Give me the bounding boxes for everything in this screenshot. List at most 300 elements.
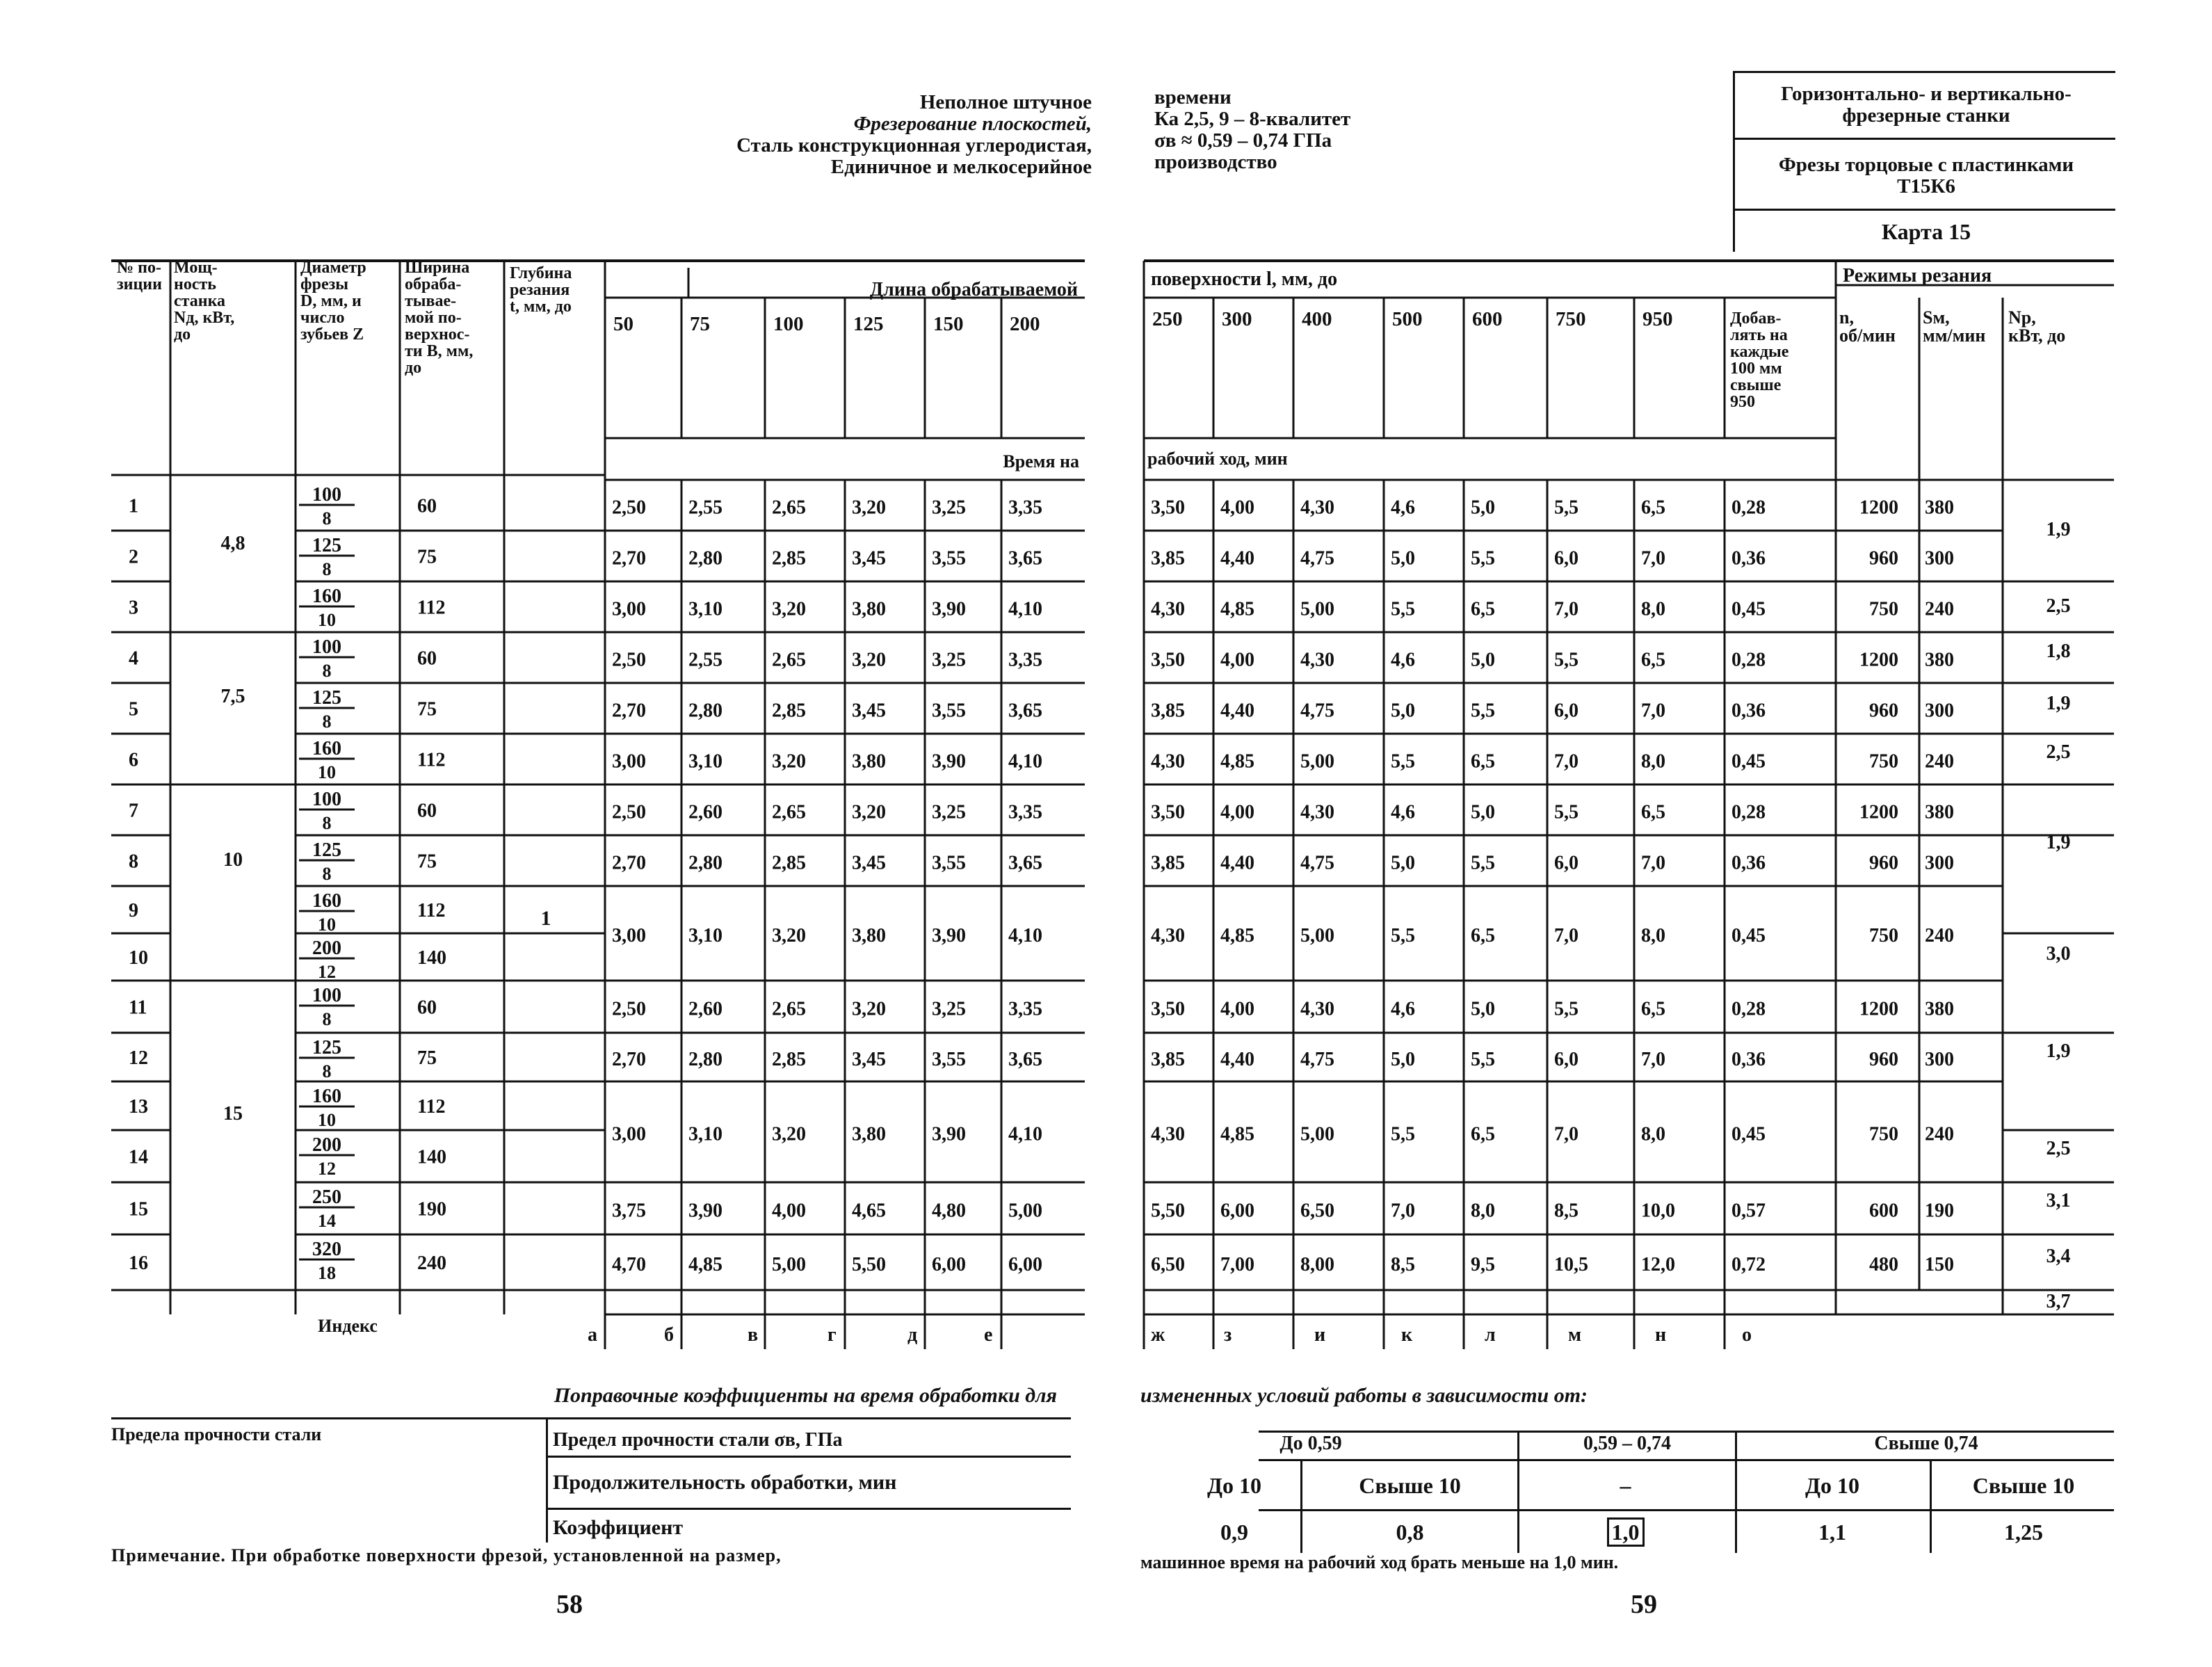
feed-value: 380 — [1925, 497, 1954, 519]
time-value: 4,40 — [1220, 547, 1254, 570]
add-value: 0,45 — [1731, 925, 1766, 947]
time-value: 3,85 — [1151, 547, 1185, 570]
time-value: 6,00 — [1220, 1200, 1254, 1222]
time-value: 3,45 — [852, 852, 886, 874]
cutter-teeth: 8 — [322, 661, 332, 681]
header-diam: зубьев Z — [300, 325, 364, 344]
time-value: 3,55 — [932, 852, 966, 874]
time-value: 3,65 — [1008, 1049, 1042, 1070]
header-diam: Диаметр — [300, 259, 366, 277]
header-add: Добав- — [1730, 309, 1782, 328]
coef-value: 1,1 — [1818, 1520, 1846, 1545]
duration-value: Свыше 10 — [1972, 1473, 2075, 1498]
time-value: 6,50 — [1300, 1200, 1334, 1222]
time-value: 2,55 — [688, 649, 722, 671]
time-value: 7,0 — [1554, 1123, 1579, 1145]
time-value: 4,30 — [1151, 750, 1185, 773]
time-value: 5,5 — [1554, 801, 1579, 823]
power-value: 3,1 — [2046, 1190, 2071, 1211]
duration-value: Свыше 10 — [1359, 1473, 1461, 1498]
time-value: 3,20 — [772, 1123, 806, 1145]
time-value: 5,50 — [1151, 1200, 1185, 1222]
time-value: 3,35 — [1008, 801, 1042, 823]
time-value: 6,5 — [1471, 598, 1495, 620]
header-n: об/мин — [1839, 325, 1896, 346]
time-value: 5,5 — [1471, 1049, 1495, 1070]
time-value: 9,5 — [1471, 1254, 1495, 1275]
box-line: фрезерные станки — [1842, 104, 2010, 127]
row-position: 9 — [129, 900, 138, 921]
cutter-diameter: 125 — [312, 535, 341, 556]
time-value: 3,90 — [688, 1200, 722, 1222]
power-value: 1,9 — [2046, 832, 2071, 853]
feed-value: 190 — [1925, 1200, 1954, 1222]
header-depth: резания — [510, 281, 570, 299]
time-value: 3,65 — [1008, 852, 1042, 874]
time-value: 5,0 — [1471, 801, 1495, 823]
time-value: 4,30 — [1300, 801, 1334, 823]
time-value: 4,85 — [1220, 925, 1254, 947]
time-value: 2,50 — [612, 497, 646, 519]
feed-value: 380 — [1925, 998, 1954, 1020]
time-value: 3,00 — [612, 1123, 646, 1145]
time-value: 8,5 — [1391, 1254, 1415, 1275]
header-modes: Режимы резания — [1843, 265, 1992, 287]
header-pos: № по- — [117, 259, 161, 277]
add-value: 0,72 — [1731, 1254, 1766, 1275]
duration-value: – — [1620, 1473, 1631, 1498]
time-value: 6,0 — [1554, 700, 1579, 722]
speed-value: 1200 — [1859, 801, 1898, 823]
time-value: 4,30 — [1151, 925, 1185, 947]
time-value: 6,5 — [1471, 750, 1495, 773]
feed-value: 300 — [1925, 547, 1954, 570]
row-position: 3 — [129, 597, 138, 619]
time-value: 4,40 — [1220, 852, 1254, 874]
header-power: до — [174, 325, 191, 344]
time-value: 2,50 — [612, 649, 646, 671]
header-depth: t, мм, до — [510, 298, 572, 316]
time-value: 4,10 — [1008, 750, 1042, 773]
length-value: 500 — [1392, 308, 1423, 330]
surface-width: 140 — [417, 1146, 446, 1168]
add-value: 0,36 — [1731, 852, 1766, 874]
header-power: Nд, кВт, — [174, 309, 235, 327]
time-value: 2,85 — [772, 1049, 806, 1070]
time-value: 3,85 — [1151, 1049, 1185, 1070]
coef-value — [1519, 1520, 1731, 1545]
time-value: 5,5 — [1391, 598, 1415, 620]
power-value: 2,5 — [2046, 595, 2071, 617]
time-value: 3,65 — [1008, 700, 1042, 722]
header-power: ность — [174, 275, 216, 293]
speed-value: 960 — [1869, 700, 1898, 722]
index-label: Индекс — [318, 1316, 378, 1336]
time-value: 4,30 — [1300, 998, 1334, 1020]
time-value: 3,10 — [688, 750, 722, 773]
cutter-diameter: 125 — [312, 1037, 341, 1058]
index-letter: ж — [1151, 1324, 1165, 1346]
time-value: 4,85 — [1220, 750, 1254, 773]
add-value: 0,36 — [1731, 1049, 1766, 1070]
time-value: 2,70 — [612, 1049, 646, 1070]
index-letter: в — [748, 1324, 759, 1346]
time-value: 6,00 — [1008, 1254, 1042, 1275]
length-value: 750 — [1556, 308, 1586, 330]
cutter-teeth: 10 — [318, 1110, 336, 1130]
time-value: 8,00 — [1300, 1254, 1334, 1275]
time-value: 2,80 — [688, 852, 722, 874]
time-value: 2,70 — [612, 547, 646, 570]
row-position: 1 — [129, 495, 138, 517]
time-value: 3,45 — [852, 547, 886, 570]
time-value: 8,0 — [1641, 1123, 1665, 1145]
time-value: 3,55 — [932, 547, 966, 570]
row-position: 13 — [129, 1096, 148, 1118]
time-value: 4,30 — [1151, 1123, 1185, 1145]
time-value: 3,00 — [612, 598, 646, 620]
param-strength: Предел прочности стали σв, ГПа — [553, 1429, 843, 1451]
time-value: 5,00 — [772, 1254, 806, 1275]
time-value: 5,0 — [1471, 497, 1495, 519]
cutter-teeth: 10 — [318, 915, 336, 935]
right-header-line: времени — [1154, 86, 1232, 108]
time-value: 2,55 — [688, 497, 722, 519]
time-value: 2,50 — [612, 801, 646, 823]
speed-value: 600 — [1869, 1200, 1898, 1222]
time-value: 5,5 — [1471, 852, 1495, 874]
time-value: 6,0 — [1554, 852, 1579, 874]
header-width: тывае- — [405, 292, 457, 310]
speed-value: 960 — [1869, 1049, 1898, 1070]
time-value: 5,00 — [1300, 1123, 1334, 1145]
time-value: 3,25 — [932, 998, 966, 1020]
header-add: каждые — [1730, 343, 1789, 361]
index-letter: а — [588, 1324, 597, 1346]
time-value: 4,65 — [852, 1200, 886, 1222]
machine-power: 7,5 — [220, 686, 245, 707]
right-header-line: σв ≈ 0,59 – 0,74 ГПа — [1154, 129, 1332, 152]
time-value: 8,0 — [1641, 750, 1665, 773]
header-n: n, — [1839, 307, 1854, 328]
row-position: 14 — [129, 1146, 148, 1168]
time-value: 3,55 — [932, 700, 966, 722]
time-value: 5,5 — [1391, 750, 1415, 773]
row-position: 15 — [129, 1198, 148, 1221]
time-value: 4,00 — [1220, 497, 1254, 519]
header-time: Время на — [1003, 451, 1079, 472]
cutter-teeth: 12 — [318, 1159, 336, 1179]
correction-title-right: измененных условий работы в зависимости от: — [1140, 1384, 1588, 1407]
time-value: 7,00 — [1220, 1254, 1254, 1275]
time-value: 3,20 — [852, 649, 886, 671]
header-width: мой по- — [405, 309, 462, 327]
cutter-diameter: 125 — [312, 687, 341, 709]
cutter-diameter: 200 — [312, 1134, 341, 1156]
length-value: 400 — [1302, 308, 1332, 330]
right-header-line: производство — [1154, 151, 1277, 173]
card-number: Карта 15 — [1881, 219, 1971, 244]
time-value: 5,0 — [1391, 852, 1415, 874]
time-value: 2,60 — [688, 998, 722, 1020]
cutter-teeth: 8 — [322, 1009, 332, 1029]
time-value: 4,75 — [1300, 852, 1334, 874]
time-value: 3,90 — [932, 925, 966, 947]
add-value: 0,28 — [1731, 497, 1766, 519]
add-value: 0,28 — [1731, 649, 1766, 671]
time-value: 5,0 — [1471, 649, 1495, 671]
machine-power: 15 — [223, 1103, 243, 1125]
time-value: 4,00 — [1220, 649, 1254, 671]
time-value: 7,0 — [1641, 547, 1665, 570]
time-value: 3,45 — [852, 1049, 886, 1070]
left-header-line: Единичное и мелкосерийное — [830, 156, 1092, 178]
time-value: 2,65 — [772, 998, 806, 1020]
time-value: 3,90 — [932, 750, 966, 773]
index-letter: б — [664, 1324, 674, 1346]
time-value: 4,6 — [1391, 801, 1415, 823]
duration-value: До 10 — [1805, 1473, 1859, 1498]
power-value: 3,7 — [2046, 1291, 2071, 1312]
time-value: 2,80 — [688, 1049, 722, 1070]
correction-row-label: Предела прочности стали — [111, 1424, 322, 1444]
time-value: 4,75 — [1300, 547, 1334, 570]
time-value: 5,5 — [1471, 700, 1495, 722]
time-value: 4,85 — [1220, 598, 1254, 620]
time-value: 4,40 — [1220, 1049, 1254, 1070]
feed-value: 240 — [1925, 1123, 1954, 1145]
header-width: верхнос- — [405, 325, 470, 344]
header-pos: зиции — [117, 275, 162, 293]
time-value: 4,10 — [1008, 1123, 1042, 1145]
header-add: свыше — [1730, 376, 1782, 394]
time-value: 3,20 — [852, 998, 886, 1020]
note-left: Примечание. При обработке поверхности фрезой, установленной на размер, — [111, 1545, 782, 1565]
row-position: 4 — [129, 647, 138, 670]
surface-width: 240 — [417, 1253, 446, 1274]
cutter-diameter: 160 — [312, 738, 341, 759]
duration-value: До 10 — [1206, 1473, 1261, 1498]
time-value: 5,0 — [1391, 547, 1415, 570]
time-value: 4,6 — [1391, 998, 1415, 1020]
add-value: 0,45 — [1731, 1123, 1766, 1145]
time-value: 4,30 — [1151, 598, 1185, 620]
left-header-line: Неполное штучное — [919, 91, 1092, 113]
index-letter: л — [1485, 1324, 1496, 1346]
header-length: Длина обрабатываемой — [869, 279, 1078, 300]
surface-width: 75 — [417, 851, 437, 873]
feed-value: 300 — [1925, 1049, 1954, 1070]
box-line: Фрезы торцовые с пластинками — [1778, 154, 2074, 176]
time-value: 2,85 — [772, 700, 806, 722]
power-value: 2,5 — [2046, 741, 2071, 763]
time-value: 5,00 — [1300, 925, 1334, 947]
time-value: 2,60 — [688, 801, 722, 823]
index-letter: д — [907, 1324, 918, 1346]
time-value: 2,70 — [612, 852, 646, 874]
surface-width: 190 — [417, 1198, 446, 1221]
time-value: 6,5 — [1641, 998, 1665, 1020]
time-value: 4,75 — [1300, 1049, 1334, 1070]
time-value: 3,00 — [612, 925, 646, 947]
time-value: 3,20 — [772, 925, 806, 947]
note-right: машинное время на рабочий ход брать меньше на 1,0 мин. — [1140, 1552, 1619, 1572]
time-value: 3,80 — [852, 1123, 886, 1145]
time-value: 6,5 — [1641, 497, 1665, 519]
header-np: кВт, до — [2008, 325, 2066, 346]
speed-value: 750 — [1869, 925, 1898, 947]
feed-value: 150 — [1925, 1254, 1954, 1275]
time-value: 8,0 — [1641, 598, 1665, 620]
header-sm: мм/мин — [1923, 325, 1986, 346]
feed-value: 380 — [1925, 801, 1954, 823]
surface-width: 112 — [417, 900, 446, 921]
page-number-right: 59 — [1631, 1590, 1657, 1619]
time-value: 2,80 — [688, 547, 722, 570]
time-value: 3,55 — [932, 1049, 966, 1070]
header-add: лять на — [1730, 326, 1788, 344]
length-value: 100 — [773, 313, 804, 335]
time-value: 5,00 — [1300, 750, 1334, 773]
header-time: рабочий ход, мин — [1147, 449, 1288, 469]
cutter-diameter: 100 — [312, 636, 341, 658]
time-value: 4,70 — [612, 1254, 646, 1275]
time-value: 3,10 — [688, 598, 722, 620]
right-header-line: Ка 2,5, 9 – 8-квалитет — [1154, 108, 1351, 130]
time-value: 6,5 — [1641, 801, 1665, 823]
feed-value: 300 — [1925, 852, 1954, 874]
time-value: 4,75 — [1300, 700, 1334, 722]
index-letter: о — [1742, 1324, 1752, 1346]
speed-value: 960 — [1869, 852, 1898, 874]
cutter-diameter: 160 — [312, 586, 341, 607]
power-value: 3,4 — [2046, 1246, 2071, 1267]
time-value: 3,80 — [852, 750, 886, 773]
time-value: 3,35 — [1008, 497, 1042, 519]
left-header-line: Сталь конструкционная углеродистая, — [736, 134, 1092, 156]
header-power: станка — [174, 292, 226, 310]
time-value: 2,85 — [772, 852, 806, 874]
time-value: 3,35 — [1008, 649, 1042, 671]
surface-width: 60 — [417, 997, 437, 1019]
coef-value: 0,8 — [1396, 1520, 1424, 1545]
time-value: 3,75 — [612, 1200, 646, 1222]
length-value: 600 — [1472, 308, 1503, 330]
time-value: 3,90 — [932, 598, 966, 620]
time-value: 8,5 — [1554, 1200, 1579, 1222]
time-value: 3,45 — [852, 700, 886, 722]
row-position: 6 — [129, 749, 138, 771]
time-value: 4,10 — [1008, 598, 1042, 620]
header-power: Мощ- — [174, 259, 218, 277]
time-value: 4,00 — [772, 1200, 806, 1222]
row-position: 7 — [129, 800, 138, 822]
index-letter: и — [1314, 1324, 1326, 1346]
time-value: 5,0 — [1471, 998, 1495, 1020]
cutter-teeth: 8 — [322, 559, 332, 579]
add-value: 0,36 — [1731, 547, 1766, 570]
time-value: 6,0 — [1554, 1049, 1579, 1070]
machine-power: 10 — [223, 849, 243, 871]
time-value: 6,50 — [1151, 1254, 1185, 1275]
row-position: 2 — [129, 546, 138, 568]
row-position: 8 — [129, 851, 138, 873]
cutter-diameter: 200 — [312, 937, 341, 959]
length-value: 75 — [690, 313, 710, 335]
time-value: 3,35 — [1008, 998, 1042, 1020]
length-value: 950 — [1642, 308, 1673, 330]
time-value: 8,0 — [1471, 1200, 1495, 1222]
header-diam: D, мм, и — [300, 292, 362, 310]
cutter-diameter: 100 — [312, 985, 341, 1006]
cutter-teeth: 14 — [318, 1211, 336, 1231]
speed-value: 1200 — [1859, 649, 1898, 671]
speed-value: 480 — [1869, 1254, 1898, 1275]
add-value: 0,45 — [1731, 750, 1766, 773]
cutter-teeth: 12 — [318, 962, 336, 982]
time-value: 6,0 — [1554, 547, 1579, 570]
time-value: 3,25 — [932, 649, 966, 671]
add-value: 0,45 — [1731, 598, 1766, 620]
strength-range: 0,59 – 0,74 — [1583, 1433, 1671, 1454]
add-value: 0,36 — [1731, 700, 1766, 722]
cutter-teeth: 10 — [318, 610, 336, 630]
surface-width: 60 — [417, 800, 437, 822]
time-value: 7,0 — [1641, 852, 1665, 874]
header-diam: число — [300, 309, 345, 327]
surface-width: 112 — [417, 597, 446, 619]
time-value: 6,5 — [1641, 649, 1665, 671]
speed-value: 1200 — [1859, 497, 1898, 519]
box-line: Горизонтально- и вертикально- — [1781, 83, 2072, 105]
time-value: 4,00 — [1220, 998, 1254, 1020]
strength-range: До 0,59 — [1279, 1433, 1342, 1454]
time-value: 2,65 — [772, 649, 806, 671]
time-value: 3,20 — [772, 750, 806, 773]
cutter-diameter: 160 — [312, 1086, 341, 1107]
left-header-line: Фрезерование плоскостей, — [853, 113, 1092, 135]
surface-width: 112 — [417, 1096, 446, 1118]
time-value: 7,0 — [1554, 750, 1579, 773]
row-position: 10 — [129, 947, 148, 969]
cut-depth: 1 — [540, 907, 551, 930]
time-value: 6,5 — [1471, 1123, 1495, 1145]
cutter-diameter: 250 — [312, 1186, 341, 1208]
index-letter: к — [1401, 1324, 1413, 1346]
time-value: 4,6 — [1391, 649, 1415, 671]
cutter-diameter: 320 — [312, 1239, 341, 1260]
header-add: 100 мм — [1730, 360, 1782, 378]
time-value: 7,0 — [1391, 1200, 1415, 1222]
time-value: 3,10 — [688, 925, 722, 947]
time-value: 5,00 — [1300, 598, 1334, 620]
time-value: 5,5 — [1554, 998, 1579, 1020]
power-value: 3,0 — [2046, 943, 2071, 965]
cutter-teeth: 18 — [318, 1263, 336, 1283]
time-value: 7,0 — [1641, 700, 1665, 722]
index-letter: е — [984, 1324, 993, 1346]
length-value: 50 — [613, 313, 633, 335]
header-length: поверхности l, мм, до — [1151, 268, 1338, 290]
header-width: до — [405, 359, 422, 377]
header-width: обраба- — [405, 275, 462, 293]
time-value: 4,10 — [1008, 925, 1042, 947]
surface-width: 75 — [417, 1047, 437, 1069]
index-letter: н — [1655, 1324, 1667, 1346]
time-value: 5,00 — [1008, 1200, 1042, 1222]
time-value: 2,80 — [688, 700, 722, 722]
time-value: 5,0 — [1391, 1049, 1415, 1070]
